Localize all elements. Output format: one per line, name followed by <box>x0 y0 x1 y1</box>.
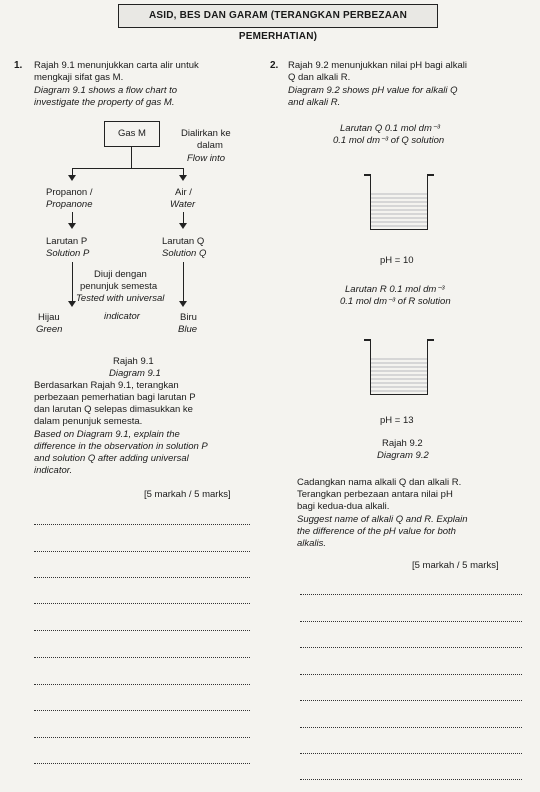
gas-m-box: Gas M <box>104 121 160 147</box>
flow-dialirkan-ms-1: Dialirkan ke <box>181 128 231 139</box>
flow-tested-en-1: Tested with universal <box>76 293 165 304</box>
q2-intro-en-2: and alkali R. <box>288 97 341 108</box>
q2-intro-en-1: Diagram 9.2 shows pH value for alkali Q <box>288 85 458 96</box>
q1-answer-line[interactable] <box>34 684 250 685</box>
flow-biru-ms: Biru <box>180 312 197 323</box>
q1-number: 1. <box>14 60 23 71</box>
flow-left-line-3 <box>72 262 73 301</box>
q2-answer-line[interactable] <box>300 674 522 675</box>
q1-question-ms-2: perbezaan pemerhatian bagi larutan P <box>34 392 196 403</box>
q2-question-en-2: the difference of the pH value for both <box>297 526 456 537</box>
beaker-q-label-en: 0.1 mol dm⁻³ of Q solution <box>333 135 445 146</box>
q2-answer-line[interactable] <box>300 753 522 754</box>
flow-larutan-p-ms: Larutan P <box>46 236 88 247</box>
q2-answer-line[interactable] <box>300 727 522 728</box>
flow-tested-en-2: indicator <box>104 311 140 322</box>
flow-diuji-ms-1: Diuji dengan <box>94 269 147 280</box>
beaker-r-label-en: 0.1 mol dm⁻³ of R solution <box>340 296 451 307</box>
flow-water-en: Water <box>170 199 196 210</box>
flow-right-line-2 <box>183 212 184 223</box>
arrow-down-icon <box>179 223 187 229</box>
flow-left-drop <box>72 168 73 175</box>
q1-question-en-2: difference in the observation in solution P <box>34 441 208 452</box>
q1-answer-line[interactable] <box>34 763 250 764</box>
q1-answer-line[interactable] <box>34 657 250 658</box>
q1-caption-ms: Rajah 9.1 <box>113 356 154 367</box>
flow-into-en: Flow into <box>187 153 226 164</box>
q1-caption-en: Diagram 9.1 <box>109 368 161 379</box>
q1-intro-en-2: investigate the property of gas M. <box>34 97 175 108</box>
q2-answer-line[interactable] <box>300 779 522 780</box>
q1-question-en-1: Based on Diagram 9.1, explain the <box>34 429 180 440</box>
flow-solution-p-en: Solution P <box>46 248 90 259</box>
flow-solution-q-en: Solution Q <box>162 248 207 259</box>
beaker-r-label-ms: Larutan R 0.1 mol dm⁻³ <box>345 284 445 295</box>
beaker-r-solution <box>371 358 427 394</box>
q1-answer-line[interactable] <box>34 710 250 711</box>
flow-propanone-en: Propanone <box>46 199 93 210</box>
flow-propanon-ms: Propanon / <box>46 187 93 198</box>
arrow-down-icon <box>68 301 76 307</box>
arrow-down-icon <box>68 223 76 229</box>
flow-right-line-3 <box>183 262 184 301</box>
worksheet-title: ASID, BES DAN GARAM (TERANGKAN PERBEZAAN PEMERHATIAN) <box>118 4 438 28</box>
beaker-q-label-ms: Larutan Q 0.1 mol dm⁻³ <box>340 123 441 134</box>
q1-question-en-3: and solution Q after adding universal <box>34 453 189 464</box>
q1-intro-ms-1: Rajah 9.1 menunjukkan carta alir untuk <box>34 60 199 71</box>
q1-question-ms-1: Berdasarkan Rajah 9.1, terangkan <box>34 380 179 391</box>
flow-blue-en: Blue <box>178 324 198 335</box>
q1-answer-line[interactable] <box>34 603 250 604</box>
flow-stem-line <box>131 147 132 168</box>
flow-larutan-q-ms: Larutan Q <box>162 236 205 247</box>
q2-caption-en: Diagram 9.2 <box>377 450 429 461</box>
q2-answer-line[interactable] <box>300 621 522 622</box>
beaker-q-solution <box>371 193 427 229</box>
q2-intro-ms-2: Q dan alkali R. <box>288 72 351 83</box>
q1-answer-line[interactable] <box>34 577 250 578</box>
q2-intro-ms-1: Rajah 9.2 menunjukkan nilai pH bagi alkali <box>288 60 468 71</box>
flow-left-line-2 <box>72 212 73 223</box>
q1-marks: [5 markah / 5 marks] <box>144 489 231 500</box>
flow-air-ms: Air / <box>175 187 192 198</box>
q1-answer-line[interactable] <box>34 737 250 738</box>
q2-question-en-1: Suggest name of alkali Q and R. Explain <box>297 514 468 525</box>
q1-answer-line[interactable] <box>34 524 250 525</box>
q1-answer-line[interactable] <box>34 630 250 631</box>
beaker-q-ph: pH = 10 <box>380 255 414 266</box>
q1-question-ms-3: dan larutan Q selepas dimasukkan ke <box>34 404 193 415</box>
q1-intro-en-1: Diagram 9.1 shows a flow chart to <box>34 85 178 96</box>
flow-right-drop <box>183 168 184 175</box>
flow-hijau-ms: Hijau <box>38 312 60 323</box>
flow-green-en: Green <box>36 324 63 335</box>
q2-caption-ms: Rajah 9.2 <box>382 438 423 449</box>
beaker-r <box>370 339 428 395</box>
q2-answer-line[interactable] <box>300 647 522 648</box>
q2-number: 2. <box>270 60 279 71</box>
q2-answer-line[interactable] <box>300 594 522 595</box>
arrow-down-icon <box>179 301 187 307</box>
q1-answer-line[interactable] <box>34 551 250 552</box>
q2-question-en-3: alkalis. <box>297 538 327 549</box>
q1-question-ms-4: dalam penunjuk semesta. <box>34 416 143 427</box>
q1-intro-ms-2: mengkaji sifat gas M. <box>34 72 124 83</box>
beaker-q <box>370 174 428 230</box>
q2-answer-line[interactable] <box>300 700 522 701</box>
q2-question-ms-1: Cadangkan nama alkali Q dan alkali R. <box>297 477 462 488</box>
q2-marks: [5 markah / 5 marks] <box>412 560 499 571</box>
flow-dialirkan-ms-2: dalam <box>197 140 223 151</box>
q2-question-ms-3: bagi kedua-dua alkali. <box>297 501 390 512</box>
arrow-down-icon <box>179 175 187 181</box>
beaker-r-ph: pH = 13 <box>380 415 414 426</box>
q1-question-en-4: indicator. <box>34 465 73 476</box>
flow-diuji-ms-2: penunjuk semesta <box>80 281 158 292</box>
arrow-down-icon <box>68 175 76 181</box>
q2-question-ms-2: Terangkan perbezaan antara nilai pH <box>297 489 453 500</box>
flow-branch-line <box>72 168 184 169</box>
